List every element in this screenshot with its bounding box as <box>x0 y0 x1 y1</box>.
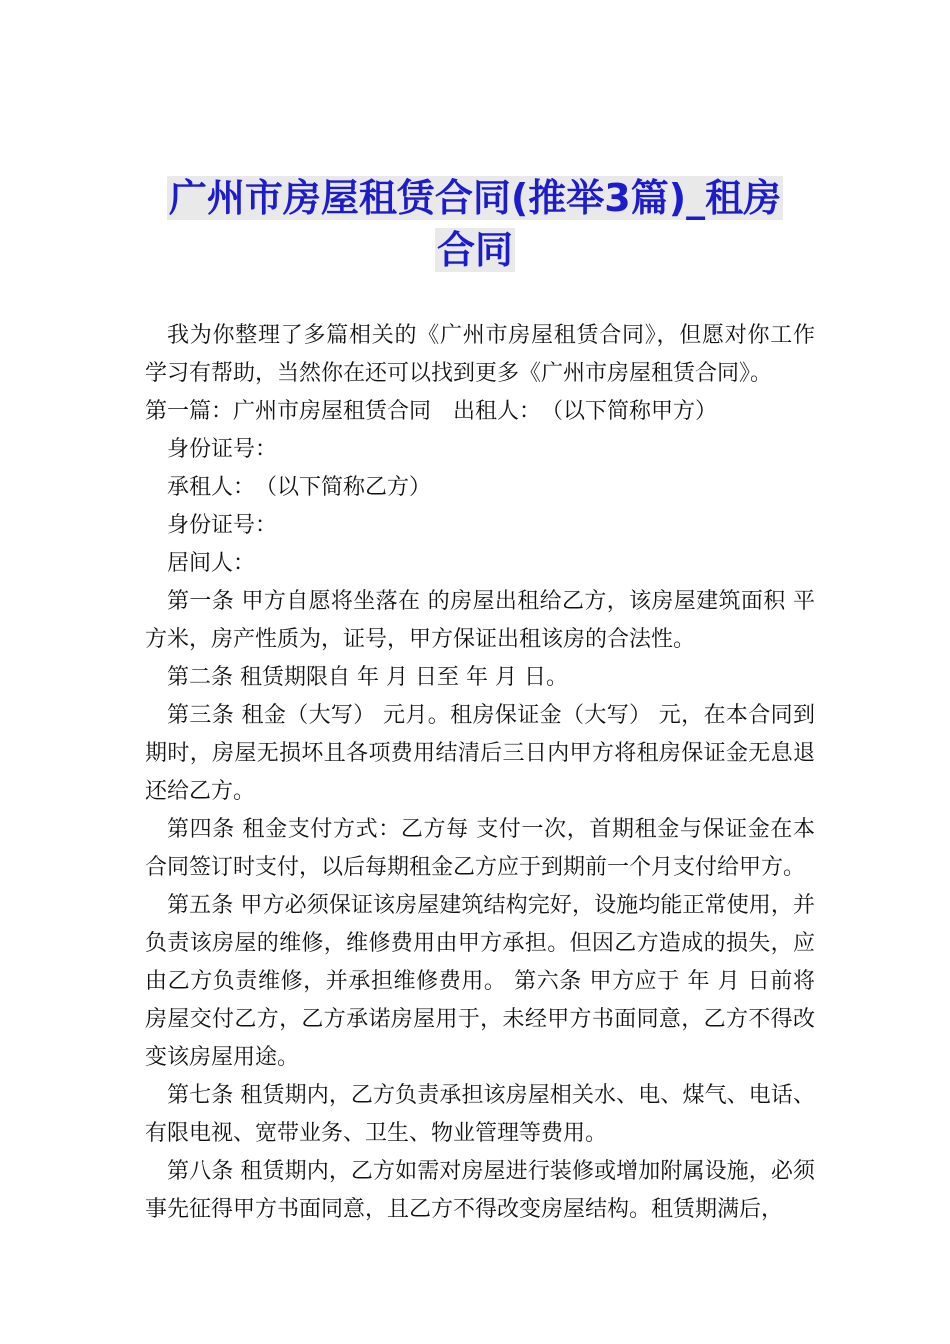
paragraph-article-3: 第三条 租金（大写） 元月。租房保证金（大写） 元，在本合同到期时，房屋无损坏且各项费用结清后三日内甲方将租房保证金无息退还给乙方。 <box>145 703 815 804</box>
document-body <box>145 317 815 1229</box>
paragraph-article-7: 第七条 租赁期内，乙方负责承担该房屋相关水、电、煤气、电话、有限电视、宽带业务、卫生、物业管理等费用。 <box>145 1083 815 1146</box>
paragraph-article-2: 第二条 租赁期限自 年 月 日至 年 月 日。 <box>167 665 568 690</box>
paragraph-broker: 居间人： <box>167 551 256 576</box>
paragraph-lessor-id: 身份证号： <box>167 437 278 462</box>
paragraph-article-8: 第八条 租赁期内，乙方如需对房屋进行装修或增加附属设施，必须事先征得甲方书面同意，且乙方不得改变房屋结构。租赁期满后， <box>145 1159 815 1222</box>
document-title <box>150 172 800 276</box>
paragraph-lessee-id: 身份证号： <box>167 513 278 538</box>
paragraph-lessee: 承租人： （以下简称乙方） <box>167 475 432 500</box>
paragraph-part-one-heading: 第一篇：广州市房屋租赁合同 出租人： （以下简称甲方） <box>145 399 718 424</box>
paragraph-article-1: 第一条 甲方自愿将坐落在 的房屋出租给乙方，该房屋建筑面积 平方米，房产性质为，证号，甲方保证出租该房的合法性。 <box>145 589 815 652</box>
title-line-2: 合同 <box>436 228 513 272</box>
title-line-1: 广州市房屋租赁合同(推举3篇)_租房 <box>168 176 782 220</box>
paragraph-article-5-6: 第五条 甲方必须保证该房屋建筑结构完好，设施均能正常使用，并负责该房屋的维修，维修费用由甲方承担。但因乙方造成的损失，应由乙方负责维修，并承担维修费用。 第六条 甲方应于 年 月 日前将房屋交付乙方，乙方承诺房屋用于，未经甲方书面同意，乙方不得改变该房屋用途。 <box>145 893 815 1070</box>
paragraph-article-4: 第四条 租金支付方式：乙方每 支付一次，首期租金与保证金在本合同签订时支付，以后每期租金乙方应于到期前一个月支付给甲方。 <box>145 817 815 880</box>
paragraph-intro: 我为你整理了多篇相关的《广州市房屋租赁合同》，但愿对你工作学习有帮助，当然你在还可以找到更多《广州市房屋租赁合同》。 <box>145 323 815 386</box>
